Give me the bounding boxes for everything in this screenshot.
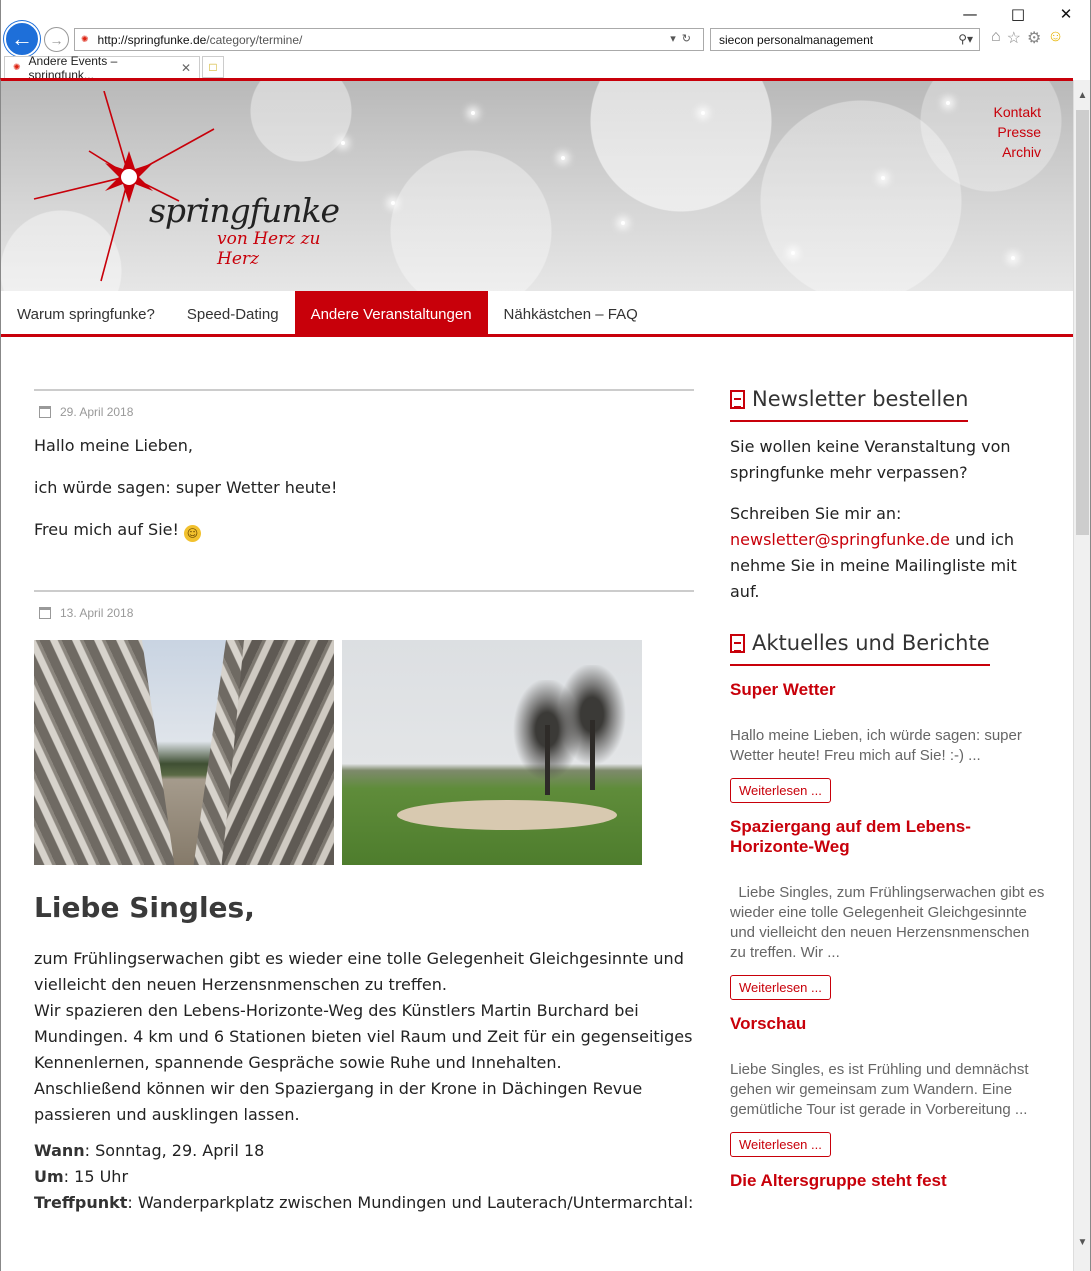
top-links [994,102,1041,162]
sparkle [791,251,795,255]
logo-tagline: von Herz zu Herz [217,229,321,269]
calendar-icon [39,607,51,619]
news-item-title[interactable]: Spaziergang auf dem Lebens-Horizonte-Weg [730,817,971,856]
site-favicon-icon: ✺ [81,34,89,44]
logo-wordmark: springfunke [149,191,340,230]
news-item-excerpt: Liebe Singles, es ist Frühling und demnächst gehen wir gemeinsam zum Wandern. Eine gemütliche Tour ist gerade in Vorbereitung ... [730,1061,1029,1118]
post-gallery [34,640,694,865]
address-bar[interactable] [74,28,704,51]
detail-label: Treffpunkt [34,1193,128,1212]
site-logo[interactable] [29,91,339,291]
post-body [34,946,694,1128]
tab-favicon-icon: ✺ [13,62,21,72]
link-kontakt[interactable]: Kontakt [993,104,1041,120]
new-tab-button[interactable] [202,56,224,78]
nav-item-andere-veranstaltungen[interactable]: Andere Veranstaltungen [295,291,488,337]
link-presse[interactable]: Presse [997,124,1041,140]
sparkle [881,176,885,180]
news-item [730,817,1048,1000]
window-controls [946,0,1090,28]
feedback-smiley-icon[interactable]: ☺ [1047,28,1064,45]
post-date-text: 13. April 2018 [60,606,134,620]
document-icon [730,634,745,653]
post-body-line: Wir spazieren den Lebens-Horizonte-Weg des Künstlers Martin Burchard bei Mundingen. 4 km und 6 Stationen bieten viel Raum und Zeit für ein gegenseitiges Kennenlernen, spannende Gespräche sowie Ruhe und Innehalten. [34,1001,693,1072]
toolbar-icons [991,28,1064,48]
search-value: siecon personalmanagement [719,33,874,47]
home-icon[interactable]: ⌂ [991,28,1001,45]
scrollbar-thumb[interactable] [1076,110,1089,535]
minimize-button[interactable]: — [962,5,978,23]
post-paragraph: Hallo meine Lieben, [34,436,193,455]
photo-detail [545,725,550,795]
news-item [730,1171,1048,1191]
arrow-right-icon: → [49,31,64,48]
favorites-star-icon[interactable]: ☆ [1006,30,1022,47]
post-date [34,606,694,620]
detail-label: Wann [34,1141,85,1160]
post-date-text: 29. April 2018 [60,405,134,419]
post-paragraph: ich würde sagen: super Wetter heute! [34,478,338,497]
search-input[interactable] [710,28,980,51]
browser-tab[interactable] [4,53,200,82]
sparkle [621,221,625,225]
url-path: /category/termine/ [206,32,303,47]
gear-icon[interactable]: ⚙ [1027,30,1042,47]
new-tab-icon: □ [209,60,217,74]
read-more-button[interactable]: Weiterlesen ... [730,975,831,1000]
photo-detail [397,800,617,830]
arrow-left-icon: ← [11,26,33,51]
web-page [0,78,1073,1271]
nav-item-speed-dating[interactable]: Speed-Dating [186,305,279,323]
browser-chrome [0,0,1091,80]
event-details [34,1138,694,1216]
newsletter-email-link[interactable]: newsletter@springfunke.de [730,530,951,549]
read-more-button[interactable]: Weiterlesen ... [730,1132,831,1157]
news-item-title[interactable]: Vorschau [730,1014,807,1033]
link-archiv[interactable]: Archiv [1002,144,1041,160]
address-dropdown-refresh-icon[interactable]: ▾↻ [670,33,697,45]
tab-title: Andere Events – springfunk... [28,53,118,82]
post [34,389,694,543]
document-icon [730,390,745,409]
widget-title [730,631,990,666]
nav-item-faq[interactable]: Nähkästchen – FAQ [503,305,638,323]
news-item-excerpt: Hallo meine Lieben, ich würde sagen: super Wetter heute! Freu mich auf Sie! :-) ... [730,727,1022,764]
header-banner [1,81,1073,291]
url-host: http://springfunke.de [97,32,207,47]
detail-value: : Wanderparkplatz zwischen Mundingen und Lauterach/Untermarchtal: [127,1193,694,1212]
newsletter-post: und ich nehme Sie in meine Mailingliste mit auf. [730,530,1017,601]
news-item [730,680,1048,803]
newsletter-intro: Sie wollen keine Veranstaltung von springfunke mehr verpassen? [730,437,1011,482]
forward-button[interactable] [44,27,69,52]
widget-title-text: Newsletter bestellen [752,387,969,411]
sparkle [1011,256,1015,260]
detail-label: Um [34,1167,64,1186]
post-paragraph-text: Freu mich auf Sie! [34,520,179,539]
photo-detail [590,720,595,790]
post-body-line: zum Frühlingserwachen gibt es wieder eine tolle Gelegenheit Gleichgesinnte und vielleicht den neuen Herzensnmenschen zu treffen. [34,949,684,994]
sidebar [730,387,1048,1217]
sparkle [701,111,705,115]
back-button[interactable] [4,21,40,57]
main-navigation [1,291,1073,337]
sparkle [471,111,475,115]
newsletter-widget [730,387,1048,605]
post [34,590,694,1216]
sparkle [946,101,950,105]
detail-value: : 15 Uhr [63,1167,129,1186]
maximize-button[interactable]: □ [1010,5,1026,23]
newsletter-instructions [730,501,1048,605]
widget-title [730,387,968,422]
news-widget [730,631,1048,1191]
search-icon[interactable]: ⚲▾ [958,32,973,46]
nav-item-warum[interactable]: Warum springfunke? [17,305,155,323]
scroll-up-icon[interactable]: ▲ [1077,90,1088,101]
sculpture-photo[interactable] [34,640,334,865]
sparkle [391,201,395,205]
close-window-button[interactable]: ✕ [1059,5,1073,23]
main-content [34,389,694,1226]
newsletter-text [730,434,1048,605]
post-date [34,405,694,419]
post-body-line: Anschließend können wir den Spaziergang in der Krone in Dächingen Revue passieren und ausklingen lassen. [34,1079,643,1124]
detail-value: : Sonntag, 29. April 18 [84,1141,265,1160]
news-item [730,1014,1048,1157]
calendar-icon [39,406,51,418]
news-item-title[interactable]: Super Wetter [730,680,836,699]
vertical-scrollbar[interactable] [1073,80,1091,1271]
sparkle [561,156,565,160]
post-paragraph [34,517,694,543]
post-heading: Liebe Singles, [34,891,255,924]
smiley-icon: ☺ [184,525,201,542]
news-item-excerpt: Liebe Singles, zum Frühlingserwachen gibt es wieder eine tolle Gelegenheit Gleichgesinnte und vielleicht den neuen Herzensnmenschen zu treffen. Wir ... [730,884,1049,961]
landscape-photo[interactable] [342,640,642,865]
close-tab-icon[interactable]: ✕ [180,60,191,75]
sparkle [341,141,345,145]
news-item-title[interactable]: Die Altersgruppe steht fest [730,1171,947,1190]
widget-title-text: Aktuelles und Berichte [752,631,990,655]
scroll-down-icon[interactable]: ▼ [1077,1237,1088,1248]
newsletter-pre: Schreiben Sie mir an: [730,504,902,523]
read-more-button[interactable]: Weiterlesen ... [730,778,831,803]
